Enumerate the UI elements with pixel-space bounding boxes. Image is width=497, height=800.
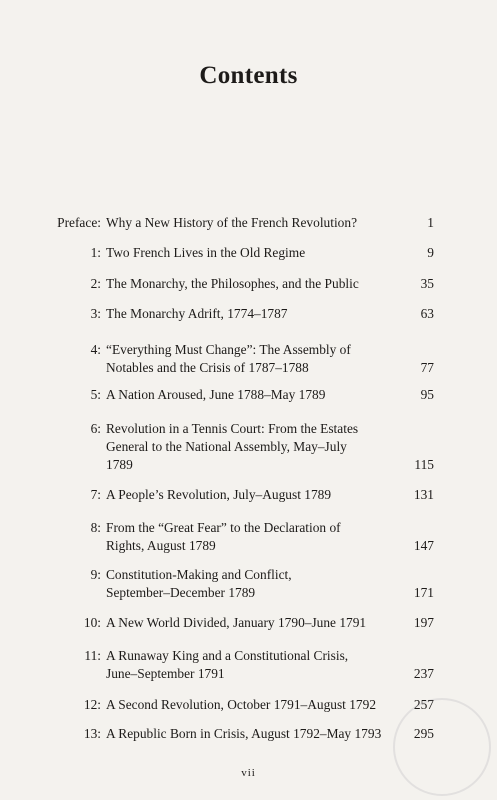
toc-entry-page: 77 <box>420 360 434 375</box>
toc-entry-number: 7: <box>90 487 101 502</box>
toc-entry-page: 63 <box>420 306 434 321</box>
toc-entry-number: 3: <box>90 306 101 321</box>
toc-entry-number: 11: <box>84 648 101 663</box>
toc-entry-number: 13: <box>83 726 101 741</box>
toc-entry-title: A Runaway King and a Constitutional Crisis, June–September 1791 <box>106 648 349 681</box>
toc-entry-title: Two French Lives in the Old Regime <box>106 245 306 260</box>
toc-entry-title: Why a New History of the French Revolution? <box>106 215 358 230</box>
toc-entry-title: Constitution-Making and Conflict, September–December 1789 <box>106 567 292 600</box>
watermark-stamp <box>393 698 491 796</box>
toc-entry-page: 237 <box>413 666 434 681</box>
toc-entry-page: 35 <box>420 276 434 291</box>
toc-entry-number: 2: <box>90 276 101 291</box>
toc-entry-page: 9 <box>427 245 434 260</box>
toc-entry-number: 1: <box>90 245 101 260</box>
toc-entry-page: 1 <box>427 215 434 230</box>
toc-entry-title: From the “Great Fear” to the Declaration of Rights, August 1789 <box>106 520 341 553</box>
toc-entry-title: A People’s Revolution, July–August 1789 <box>106 487 332 502</box>
toc-entry-title: The Monarchy Adrift, 1774–1787 <box>106 306 288 321</box>
toc-entry-page: 115 <box>414 457 434 472</box>
toc-entry-title: A Republic Born in Crisis, August 1792–May 1793 <box>106 726 382 741</box>
toc-entry-number: 8: <box>90 520 101 535</box>
toc-entry-title: The Monarchy, the Philosophes, and the Public <box>106 276 359 291</box>
toc-entry-page: 95 <box>420 387 434 402</box>
toc-entry-number: 9: <box>90 567 101 582</box>
toc-entry-title: A New World Divided, January 1790–June 1791 <box>106 615 367 630</box>
toc-entry-title: A Nation Aroused, June 1788–May 1789 <box>106 387 326 402</box>
toc-entry-page: 197 <box>413 615 434 630</box>
toc-entry-title: Revolution in a Tennis Court: From the Estates General to the National Assembly, May–July 1789 <box>106 421 359 472</box>
toc-entry-number: 12: <box>83 697 101 712</box>
toc-entry-title: “Everything Must Change”: The Assembly of Notables and the Crisis of 1787–1788 <box>106 342 351 375</box>
toc-entry-number: 10: <box>83 615 101 630</box>
toc-entry-page: 171 <box>413 585 434 600</box>
toc-entry-number: 5: <box>90 387 101 402</box>
toc-entry-page: 131 <box>413 487 434 502</box>
toc-entry-page: 295 <box>413 726 434 741</box>
toc-entry-number: Preface: <box>57 215 101 230</box>
page-title: Contents <box>199 62 298 89</box>
toc-entry-number: 6: <box>90 421 101 436</box>
toc-entry-number: 4: <box>90 342 101 357</box>
toc-entry-page: 257 <box>413 697 434 712</box>
toc-entry-title: A Second Revolution, October 1791–August 1792 <box>106 697 377 712</box>
page-number: vii <box>241 767 256 779</box>
toc-entry-page: 147 <box>413 538 434 553</box>
